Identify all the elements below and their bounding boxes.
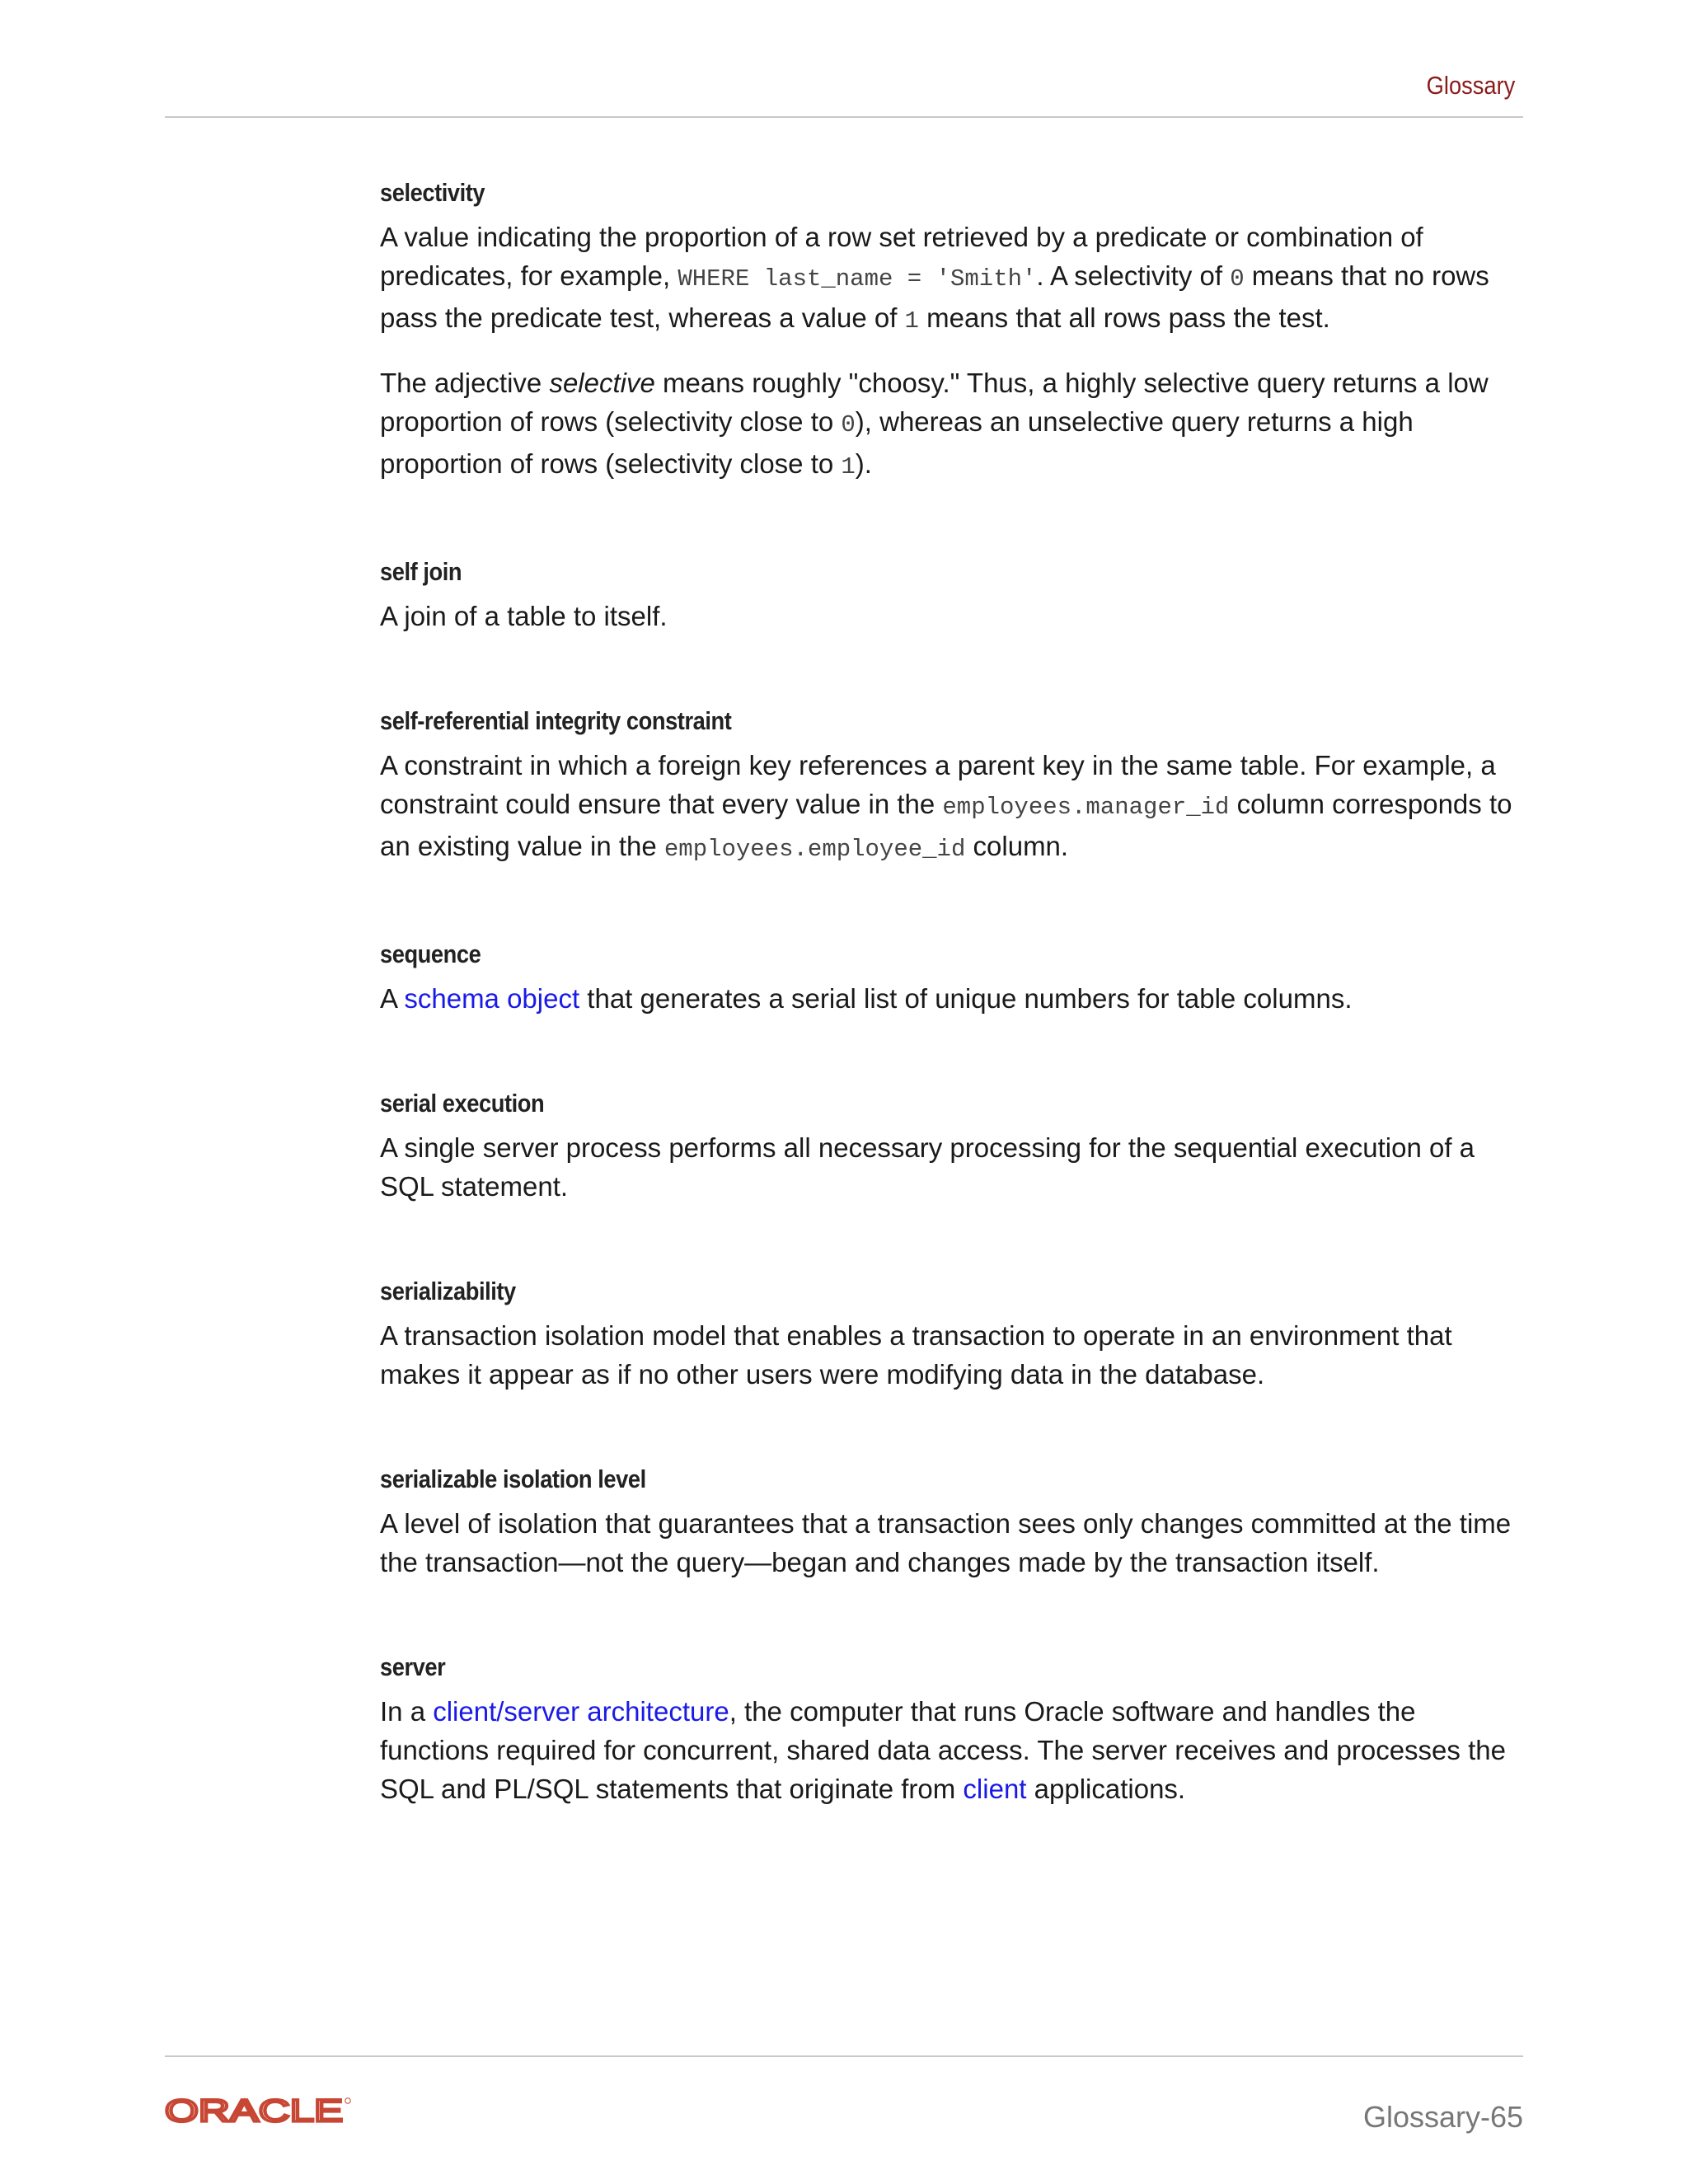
header-divider <box>165 116 1523 118</box>
page-number: Glossary-65 <box>1362 2100 1523 2134</box>
code-snippet: 1 <box>904 307 919 335</box>
glossary-definition: A transaction isolation model that enables a transaction to operate in an environment that makes it appear as if no other users were modifying data in the database. <box>380 1320 1452 1390</box>
schema-object-link[interactable]: schema object <box>404 983 580 1014</box>
client-server-architecture-link[interactable]: client/server architecture <box>433 1696 729 1727</box>
glossary-definition: A schema object that generates a serial list of unique numbers for table columns. <box>380 983 1353 1014</box>
oracle-logo-icon <box>165 2096 354 2125</box>
code-snippet: employees.employee_id <box>663 836 966 863</box>
glossary-entry-serial-execution <box>380 1089 1526 1206</box>
glossary-term: selectivity <box>380 178 485 207</box>
glossary-definition: In a client/server architecture, the computer that runs Oracle software and handles the functions required for concurrent, shared data access. The server receives and processes the SQL and PL/SQL statements that originate from client applications. <box>380 1696 1506 1804</box>
glossary-definition: The adjective selective means roughly "choosy." Thus, a highly selective query returns a low proportion of rows (selectivity close to 0), whereas an unselective query returns a high proportion of rows (selectivity close to 1). <box>380 368 1489 480</box>
code-snippet: 0 <box>1230 265 1245 293</box>
glossary-definition: A constraint in which a foreign key references a parent key in the same table. For example, a constraint could ensure that every value in the employees.manager_id column corresponds to an existing value in the employees.employee_id column. <box>380 750 1512 863</box>
footer-divider <box>165 2055 1523 2057</box>
glossary-entry-serializability <box>380 1277 1526 1394</box>
code-snippet: employees.manager_id <box>942 794 1230 821</box>
glossary-definition: A level of isolation that guarantees that a transaction sees only changes committed at the time the transaction—not the query—began and changes made by the transaction itself. <box>380 1508 1512 1577</box>
glossary-term: sequence <box>380 940 481 968</box>
oracle-logo <box>165 2096 354 2130</box>
code-snippet: WHERE last_name = 'Smith' <box>678 265 1037 293</box>
glossary-definition: A single server process performs all necessary processing for the sequential execution of a SQL statement. <box>380 1132 1475 1202</box>
glossary-term: self join <box>380 557 462 586</box>
glossary-term: serial execution <box>380 1089 545 1118</box>
glossary-term: serializability <box>380 1277 516 1305</box>
glossary-entry-self-referential-integrity-constraint <box>380 706 1526 869</box>
glossary-content <box>380 178 1526 1879</box>
glossary-entry-self-join <box>380 557 1526 635</box>
glossary-entry-selectivity <box>380 178 1526 486</box>
glossary-entry-server <box>380 1652 1526 1808</box>
glossary-definition: A join of a table to itself. <box>380 601 668 631</box>
glossary-term: serializable isolation level <box>380 1465 646 1493</box>
emphasis: selective <box>549 368 655 398</box>
running-header: Glossary <box>1426 71 1515 100</box>
client-link[interactable]: client <box>963 1774 1027 1804</box>
glossary-entry-serializable-isolation-level <box>380 1465 1526 1582</box>
glossary-entry-sequence <box>380 940 1526 1018</box>
code-snippet: 1 <box>841 453 856 480</box>
glossary-definition: A value indicating the proportion of a row set retrieved by a predicate or combination of predicates, for example, WHERE last_name = 'Smith'. A selectivity of 0 means that no rows pass the predicate test, whereas a value of 1 means that all rows pass the test. <box>380 222 1489 335</box>
svg-text:ORACLE: ORACLE <box>165 2096 343 2125</box>
glossary-term: server <box>380 1652 446 1681</box>
glossary-term: self-referential integrity constraint <box>380 706 732 735</box>
code-snippet: 0 <box>841 411 856 438</box>
